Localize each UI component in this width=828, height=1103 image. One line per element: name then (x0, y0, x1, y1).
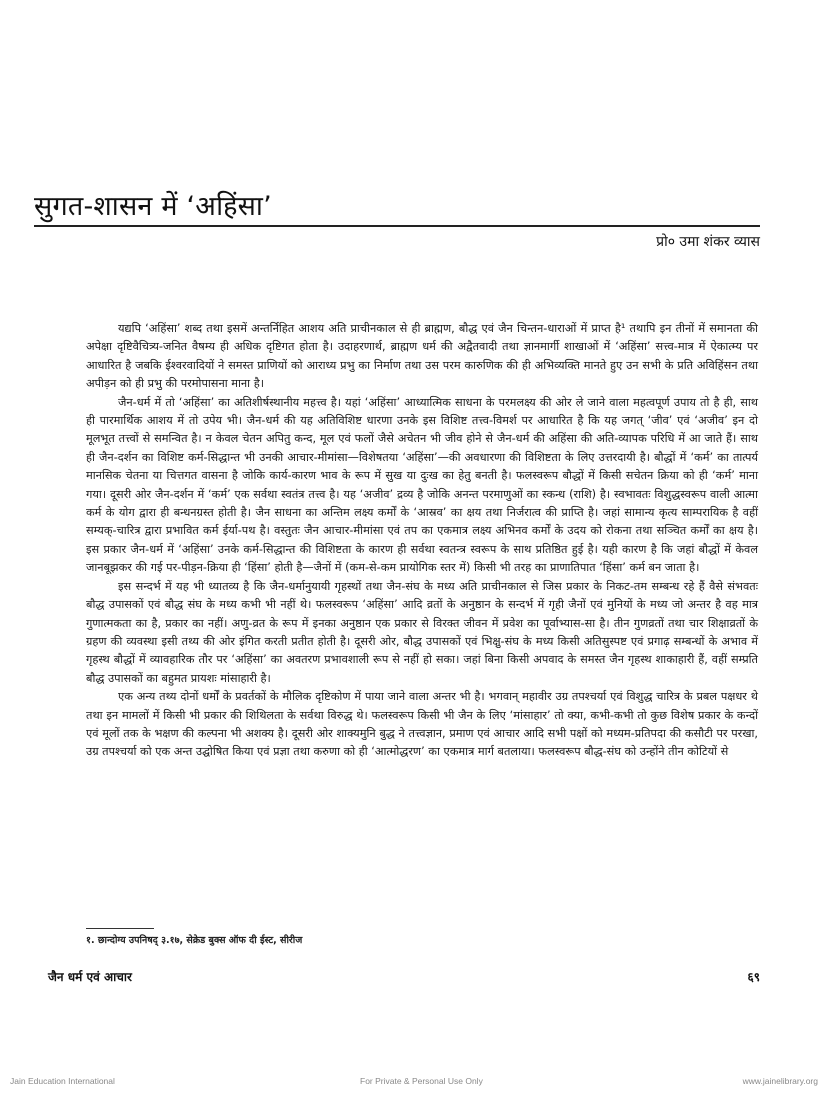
footnote-divider (86, 928, 154, 929)
journal-name: जैन धर्म एवं आचार (48, 970, 132, 984)
page-number: ६९ (747, 970, 760, 984)
paragraph: इस सन्दर्भ में यह भी ध्यातव्य है कि जैन-धर्मानुयायी गृहस्थों तथा जैन-संघ के मध्य अति प्राचीनकाल से जिस प्रकार के निकट-तम सम्बन्ध रहे हैं वैसे संभवतः बौद्ध उपासकों एवं बौद्ध संघ के मध्य कभी भी नहीं थे। फलस्वरूप ‘अहिंसा’ आदि व्रतों के अनुष्ठान के सन्दर्भ में गृही जैनों एवं मुनियों के मध्य जो अन्तर है वह मात्र गुणात्मकता का है, प्रकार का नहीं। अणु-व्रत के रूप में इनका अनुष्ठान एक प्रकार से विरक्त जीवन में प्रवेश का पूर्वाभ्यास-सा है। तीन गुणव्रतों तथा चार शिक्षाव्रतों के ग्रहण की व्यवस्था इसी तथ्य की ओर इंगित करती प्रतीत होती है। दूसरी ओर, बौद्ध उपासकों एवं भिक्षु-संघ के मध्य किसी अतिसुस्पष्ट एवं प्रगाढ़ सम्बन्धों के अभाव में गृहस्थ बौद्धों में व्यावहारिक तौर पर ‘अहिंसा’ का अवतरण प्रभावशाली रूप से नहीं हो सका। जहां बिना किसी अपवाद के समस्त जैन गृहस्थ शाकाहारी हैं, वहीं सम्प्रति बौद्ध उपासकों का बहुमत प्रायशः मांसाहारी है। (86, 579, 758, 685)
article-title: सुगत-शासन में ‘अहिंसा’ (34, 191, 272, 222)
paragraph: एक अन्य तथ्य दोनों धर्मों के प्रवर्तकों के मौलिक दृष्टिकोण में पाया जाने वाला अन्तर भी है। भगवान् महावीर उग्र तपश्चर्या एवं विशुद्ध चारित्र के प्रबल पक्षधर थे तथा इन मामलों में किसी भी प्रकार की शिथिलता के सर्वथा विरुद्ध थे। फलस्वरूप किसी भी जैन के लिए ‘मांसाहार’ तो क्या, कभी-कभी तो कुछ विशेष प्रकार के कन्दों एवं मूलों तक के भक्षण की कल्पना भी अशक्य है। दूसरी ओर शाक्यमुनि बुद्ध ने तत्त्वज्ञान, प्रमाण एवं आचार आदि सभी पक्षों को मध्यम-प्रतिपदा की कसौटी पर परखा, उग्र तपश्चर्या को एक अन्त उद्घोषित किया एवं प्रज्ञा तथा करुणा को ही ‘आत्मोद्धरण’ का एकमात्र मार्ग बतलाया। फलस्वरूप बौद्ध-संघ को उन्होंने तीन कोटियों से (86, 690, 758, 759)
paragraph: यद्यपि ‘अहिंसा’ शब्द तथा इसमें अन्तर्निहित आशय अति प्राचीनकाल से ही ब्राह्मण, बौद्ध एवं जैन चिन्तन-धाराओं में प्राप्त है¹ तथापि इन तीनों में समानता की अपेक्षा दृष्टिवैचित्र्य-जनित वैषम्य ही अधिक दृष्टिगत होता है। उदाहरणार्थ, ब्राह्मण धर्म की अद्वैतवादी तथा ज्ञानमार्गी शाखाओं में ‘अहिंसा’ सत्त्व-मात्र में ऐकात्म्य पर आधारित है जबकि ईश्वरवादियों ने समस्त प्राणियों को आराध्य प्रभु का निर्माण तथा उस परम कारुणिक की ही अभिव्यक्ति मानते हुए उन सभी के प्रति अविहिंसन तथा अपीड़न को ही प्रभु की परमोपासना माना है। (86, 322, 758, 391)
author-name: प्रो० उमा शंकर व्यास (656, 234, 760, 250)
title-divider (34, 225, 760, 227)
watermark-right: www.jainelibrary.org (742, 1076, 818, 1086)
watermark-left: Jain Education International (10, 1076, 115, 1086)
article-body (86, 320, 758, 762)
paragraph: जैन-धर्म में तो ‘अहिंसा’ का अतिशीर्षस्थानीय महत्त्व है। यहां ‘अहिंसा’ आध्यात्मिक साधना के परमलक्ष्य की ओर ले जाने वाला महत्वपूर्ण उपाय तो है ही, साथ ही पारमार्थिक आशय में तो उपेय भी। जैन-धर्म की यह अतिविशिष्ट धारणा उनके इस विशिष्ट तत्त्व-विमर्श पर आधारित है कि यह जगत् ‘जीव’ एवं ‘अजीव’ इन दो मूलभूत तत्त्वों से समन्वित है। न केवल चेतन अपितु कन्द, मूल एवं फलों जैसे अचेतन भी जीव होने से जैन-धर्म की अहिंसा की अति-व्यापक परिधि में आ जाते हैं। साथ ही जैन-दर्शन का विशिष्ट कर्म-सिद्धान्त भी उनकी आचार-मीमांसा—विशेषतया ‘अहिंसा’—की अवधारणा की विशिष्टता के लिए उत्तरदायी है। बौद्धों में ‘कर्म’ का तात्पर्य मानसिक चेतना या चित्तगत वासना है जोकि कार्य-कारण भाव के रूप में सुख या दुःख का हेतु बनती है। फलस्वरूप बौद्धों में किसी सचेतन क्रिया को ही ‘कर्म’ माना गया। दूसरी ओर जैन-दर्शन में ‘कर्म’ एक सर्वथा स्वतंत्र तत्त्व है। यह ‘अजीव’ द्रव्य है जोकि अनन्त परमाणुओं का स्कन्ध (राशि) है। स्वभावतः विशुद्धस्वरूप वाली आत्मा कर्म के योग द्वारा ही बन्धनग्रस्त होती है। जैन साधना का अन्तिम लक्ष्य कर्मों के ‘आस्रव’ का क्षय तथा निर्जरात्व की प्राप्ति है। जहां सामान्य कृत्य साम्परायिक है वहीं सम्यक्-चारित्र द्वारा प्रभावित कर्म ईर्या-पथ है। वस्तुतः जैन आचार-मीमांसा एवं तप का एकमात्र लक्ष्य अभिनव कर्मों के उदय को रोकना तथा सञ्चित कर्मों का क्षय है। इस प्रकार जैन-धर्म में ‘अहिंसा’ उनके कर्म-सिद्धान्त की विशिष्टता के कारण ही सर्वथा स्वतन्त्र स्वरूप के साथ प्रतिष्ठित हुई है। यही कारण है कि जहां बौद्धों में केवल जानबूझकर की गई पर-पीड़न-क्रिया ही ‘हिंसा’ होती है—जैनों में (कम-से-कम प्रायोगिक स्तर में) किसी भी तरह का प्राणातिपात ‘हिंसा’ कर्म बन जाता है। (86, 395, 758, 575)
watermark-center: For Private & Personal Use Only (360, 1076, 483, 1086)
footnote: १. छान्दोग्य उपनिषद् ३.१७, सेक्रेड बुक्स ऑफ दी ईस्ट, सीरीज (86, 935, 303, 946)
